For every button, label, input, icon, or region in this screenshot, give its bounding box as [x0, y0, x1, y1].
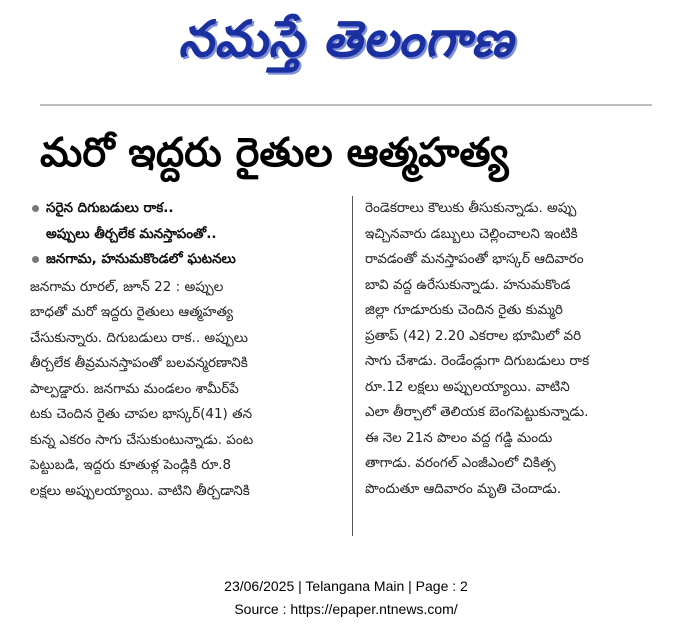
bullet-dot-icon	[32, 205, 39, 212]
body-line: తీర్చలేక తీవ్రమనస్తాపంతో బలవన్మరణానికి	[30, 355, 248, 371]
masthead-text: నమస్తే తెలంగాణ	[178, 10, 514, 68]
body-line: పొందుతూ ఆదివారం మృతి చెందాడు.	[365, 480, 562, 497]
body-line: రూ.12 లక్షలు అప్పులయ్యాయి. వాటిని	[365, 378, 570, 395]
left-body-text	[30, 275, 345, 505]
subheading-continuation: అప్పులు తీర్చలేక మనస్తాపంతో..	[46, 225, 217, 242]
body-line: బావి వద్ద ఉరేసుకున్నాడు. హనుమకొండ	[365, 276, 571, 293]
footer-source-link[interactable]: Source : https://epaper.ntnews.com/	[234, 601, 458, 617]
body-line: టకు చెందిన రైతు చాపల భాస్కర్(41) తన	[30, 406, 253, 422]
body-line: ఇచ్చినవారు డబ్బులు చెల్లించాలని ఇంటికి	[365, 225, 578, 242]
body-line: రెండెకరాలు కౌలుకు తీసుకున్నాడు. అప్పు	[365, 200, 577, 216]
article-headline: మరో ఇద్దరు రైతుల ఆత్మహత్య	[40, 130, 509, 176]
body-line: జిల్లా గూడూరుకు చెందిన రైతు కుమ్మరి	[365, 302, 563, 318]
newspaper-masthead	[0, 6, 692, 72]
subheading-text: సరైన దిగుబడులు రాక..	[46, 200, 174, 216]
body-line: పాల్పడ్డారు. జనగామ మండలం శామీర్‌పే	[30, 380, 239, 397]
subheading-bullet-1	[30, 196, 345, 222]
right-column	[365, 196, 670, 502]
body-line: ఎలా తీర్చాలో తెలియక బెంగపెట్టుకున్నాడు.	[365, 404, 589, 420]
body-line: చేసుకున్నారు. దిగుబడులు రాక.. అప్పులు	[30, 329, 248, 346]
footer-date-edition: 23/06/2025 | Telangana Main | Page : 2	[224, 578, 468, 594]
masthead-divider	[40, 104, 652, 106]
body-line: కున్న ఎకరం సాగు చేసుకుంటున్నాడు. పంట	[30, 431, 254, 448]
body-line: సాగు చేశాడు. రెండేండ్లుగా దిగుబడులు రాక	[365, 353, 590, 369]
column-divider	[352, 196, 353, 536]
bullet-dot-icon	[32, 256, 39, 263]
body-line: రావడంతో మనస్తాపంతో భాస్కర్ ఆదివారం	[365, 251, 584, 267]
body-line: బాధతో మరో ఇద్దరు రైతులు ఆత్మహత్య	[30, 304, 234, 320]
left-column	[30, 196, 345, 504]
body-line: లక్షలు అప్పులయ్యాయి. వాటిని తీర్చడానికి	[30, 482, 250, 499]
body-line: జనగామ రూరల్, జూన్ 22 : అప్పుల	[30, 278, 224, 295]
body-line: ప్రతాప్ (42) 2.20 ఎకరాల భూమిలో వరి	[365, 327, 582, 344]
body-line: తాగాడు. వరంగల్ ఎంజీఎంలో చికిత్స	[365, 455, 556, 471]
subheading-bullet-2	[30, 247, 345, 273]
subheading-text: జనగామ, హనుమకొండలో ఘటనలు	[46, 251, 236, 267]
body-line: పెట్టుబడి, ఇద్దరు కూతుళ్ల పెండ్లికి రూ.8	[30, 457, 232, 473]
body-line: ఈ నెల 21న పొలం వద్ద గడ్డి మందు	[365, 429, 553, 446]
